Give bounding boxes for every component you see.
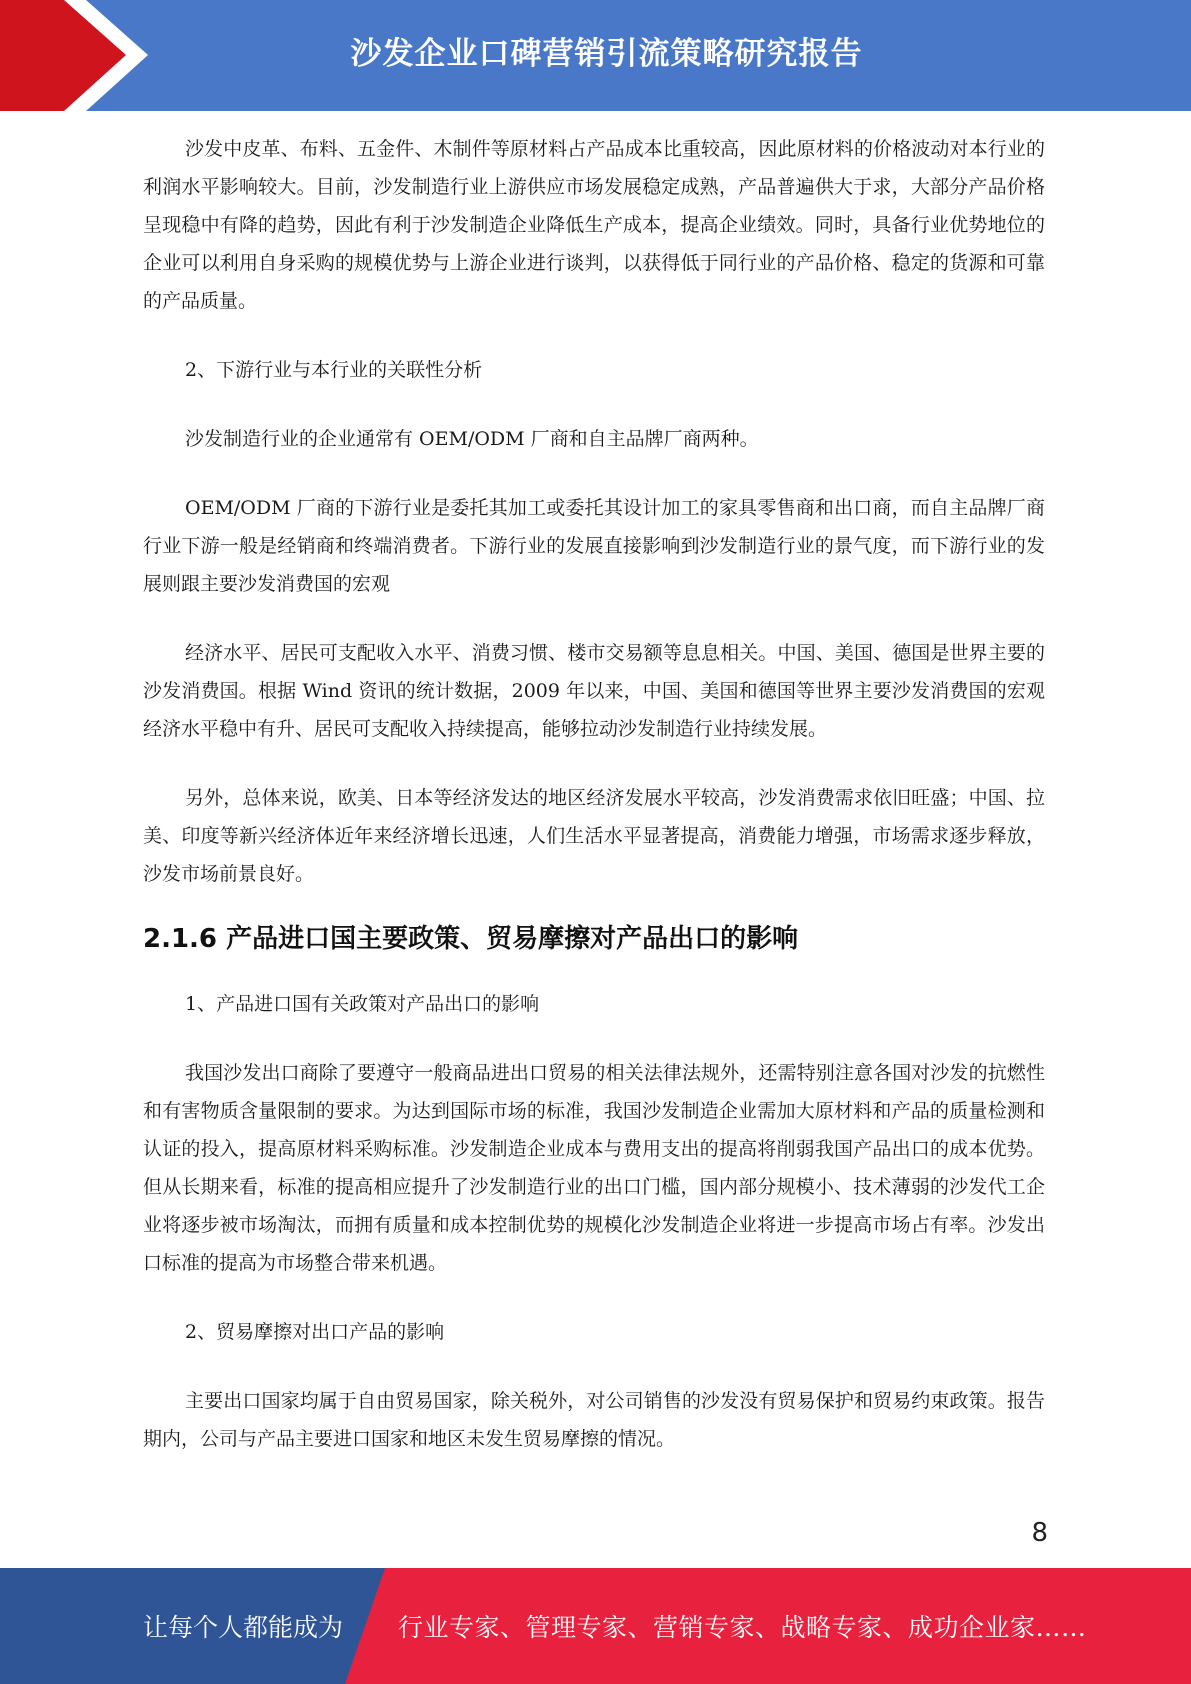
paragraph: 另外，总体来说，欧美、日本等经济发达的地区经济发展水平较高，沙发消费需求依旧旺盛；中国、拉美、印度等新兴经济体近年来经济增长迅速，人们生活水平显著提高，消费能力增强，市场需求逐步释放，沙发市场前景良好。 [143, 787, 1045, 885]
paragraph: 沙发制造行业的企业通常有 OEM/ODM 厂商和自主品牌厂商两种。 [185, 428, 759, 450]
paragraph: OEM/ODM 厂商的下游行业是委托其加工或委托其设计加工的家具零售商和出口商，而自主品牌厂商行业下游一般是经销商和终端消费者。下游行业的发展直接影响到沙发制造行业的景气度，而下游行业的发展则跟主要沙发消费国的宏观 [143, 497, 1045, 595]
paragraph: 经济水平、居民可支配收入水平、消费习惯、楼市交易额等息息相关。中国、美国、德国是世界主要的沙发消费国。根据 Wind 资讯的统计数据，2009 年以来，中国、美国和德国等世界主要沙发消费国的宏观经济水平稳中有升、居民可支配收入持续提高，能够拉动沙发制造行业持续发展。 [143, 642, 1045, 740]
document-body [143, 130, 1045, 1458]
page-title: 沙发企业口碑营销引流策略研究报告 [350, 35, 863, 72]
page-footer [0, 1568, 1191, 1684]
page-header [0, 0, 1191, 111]
subheading: 2、贸易摩擦对出口产品的影响 [185, 1321, 445, 1343]
footer-slogan-right: 行业专家、管理专家、营销专家、战略专家、成功企业家…… [398, 1613, 1087, 1642]
paragraph: 沙发中皮革、布料、五金件、木制件等原材料占产品成本比重较高，因此原材料的价格波动对本行业的利润水平影响较大。目前，沙发制造行业上游供应市场发展稳定成熟，产品普遍供大于求，大部分产品价格呈现稳中有降的趋势，因此有利于沙发制造企业降低生产成本，提高企业绩效。同时，具备行业优势地位的企业可以利用自身采购的规模优势与上游企业进行谈判，以获得低于同行业的产品价格、稳定的货源和可靠的产品质量。 [143, 138, 1045, 312]
subheading: 1、产品进口国有关政策对产品出口的影响 [185, 993, 540, 1015]
page-number: 8 [1031, 1518, 1048, 1548]
paragraph: 我国沙发出口商除了要遵守一般商品进出口贸易的相关法律法规外，还需特别注意各国对沙发的抗燃性和有害物质含量限制的要求。为达到国际市场的标准，我国沙发制造企业需加大原材料和产品的质量检测和认证的投入，提高原材料采购标准。沙发制造企业成本与费用支出的提高将削弱我国产品出口的成本优势。但从长期来看，标准的提高相应提升了沙发制造行业的出口门槛，国内部分规模小、技术薄弱的沙发代工企业将逐步被市场淘汰，而拥有质量和成本控制优势的规模化沙发制造企业将进一步提高市场占有率。沙发出口标准的提高为市场整合带来机遇。 [143, 1062, 1045, 1274]
subheading: 2、下游行业与本行业的关联性分析 [185, 359, 483, 381]
paragraph: 主要出口国家均属于自由贸易国家，除关税外，对公司销售的沙发没有贸易保护和贸易约束政策。报告期内，公司与产品主要进口国家和地区未发生贸易摩擦的情况。 [143, 1390, 1045, 1450]
footer-slogan-left: 让每个人都能成为 [143, 1613, 344, 1642]
section-heading: 2.1.6 产品进口国主要政策、贸易摩擦对产品出口的影响 [143, 924, 799, 954]
